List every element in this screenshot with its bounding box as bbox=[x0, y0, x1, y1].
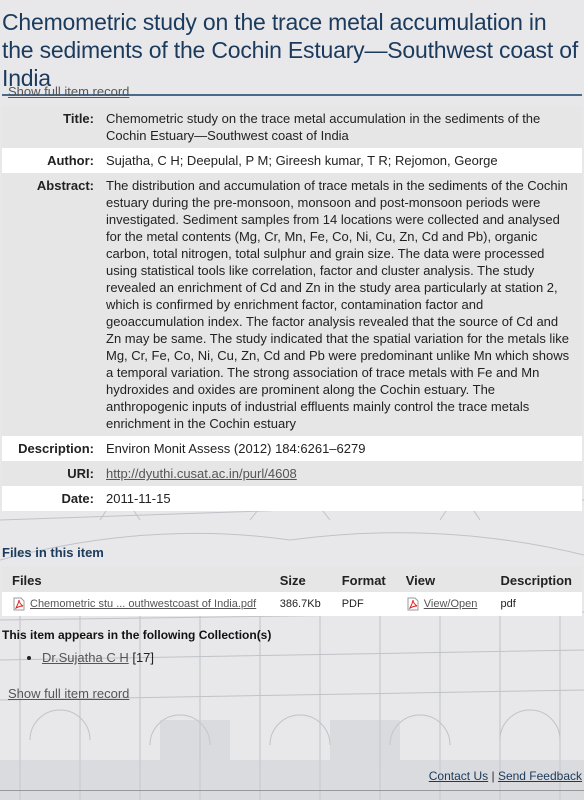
file-name-cell bbox=[2, 592, 270, 616]
show-full-record-link-top[interactable]: Show full item record bbox=[8, 84, 130, 99]
contact-us-link[interactable]: Contact Us bbox=[428, 769, 489, 783]
description-col-header: Description bbox=[490, 566, 582, 592]
file-row bbox=[2, 592, 582, 616]
files-heading: Files in this item bbox=[2, 545, 104, 560]
metadata-label: Title: bbox=[63, 111, 94, 126]
show-full-record-link-bottom[interactable]: Show full item record bbox=[8, 686, 130, 701]
footer bbox=[429, 769, 582, 783]
send-feedback-link[interactable]: Send Feedback bbox=[497, 769, 582, 783]
view-col-header: View bbox=[396, 566, 491, 592]
files-table bbox=[2, 566, 582, 616]
view-open-link[interactable]: View/Open bbox=[423, 597, 478, 610]
uri-link[interactable]: http://dyuthi.cusat.ac.in/purl/4608 bbox=[106, 466, 297, 481]
pdf-file-icon bbox=[12, 597, 26, 611]
files-col-header: Files bbox=[2, 566, 270, 592]
metadata-row-abstract bbox=[2, 173, 582, 436]
file-description-cell: pdf bbox=[490, 592, 582, 616]
format-col-header: Format bbox=[332, 566, 396, 592]
metadata-row-description bbox=[2, 436, 582, 461]
metadata-value: Chemometric study on the trace metal accumulation in the sediments of the Cochin Estuary—Southwest coast of India bbox=[106, 111, 541, 143]
metadata-row-uri bbox=[2, 461, 582, 486]
pdf-file-icon bbox=[406, 597, 420, 611]
collection-count: [17] bbox=[132, 650, 155, 665]
metadata-label: Abstract: bbox=[36, 178, 94, 193]
metadata-label: Date: bbox=[61, 491, 94, 506]
metadata-label: URI: bbox=[67, 466, 94, 481]
metadata-row-author bbox=[2, 148, 582, 173]
collections-heading: This item appears in the following Collection(s) bbox=[2, 628, 272, 642]
footer-divider bbox=[0, 790, 584, 791]
files-header-row bbox=[2, 566, 582, 592]
item-metadata-table bbox=[2, 106, 582, 511]
metadata-value: Environ Monit Assess (2012) 184:6261–6279 bbox=[106, 441, 366, 456]
metadata-row-date bbox=[2, 486, 582, 511]
file-view-cell bbox=[396, 592, 491, 616]
metadata-label: Author: bbox=[47, 153, 94, 168]
list-item bbox=[42, 650, 154, 665]
metadata-row-title bbox=[2, 106, 582, 148]
collections-list bbox=[24, 650, 154, 665]
file-size-cell: 386.7Kb bbox=[270, 592, 332, 616]
metadata-value: The distribution and accumulation of trace metals in the sediments of the Cochin estuary during the pre-monsoon, monsoon and post-monsoon periods were investigated. Sediment samples from 14 locations were collected and analysed for the metal contents (Mg, Cr, Mn, Fe, Co, Ni, Cu, Zn, Cd and Pb), organic carbon, total nitrogen, total sulphur and grain size. The data were processed using statistical tools like correlation, factor and cluster analysis. The study revealed an enrichment of Cd and Zn in the study area particularly at station 2, which is confirmed by enrichment factor, contamination factor and geoaccumulation index. The factor analysis revealed that the source of Cd and Zn may be same. The study indicated that the spatial variation for the metals like Mg, Cr, Fe, Co, Ni, Cu, Zn, Cd and Pb were predominant unlike Mn which shows a temporal variation. The strong association of trace metals with Fe and Mn hydroxides and oxides are prominent along the Cochin estuary. The anthropogenic inputs of industrial effluents mainly control the trace metals enrichment in the Cochin estuary bbox=[106, 178, 570, 431]
file-name-link[interactable]: Chemometric stu ... outhwestcoast of India.pdf bbox=[30, 597, 257, 610]
footer-separator: | bbox=[491, 769, 495, 783]
metadata-label: Description: bbox=[18, 441, 94, 456]
metadata-value: Sujatha, C H; Deepulal, P M; Gireesh kumar, T R; Rejomon, George bbox=[106, 153, 498, 168]
collection-link[interactable]: Dr.Sujatha C H bbox=[42, 650, 129, 665]
page-title: Chemometric study on the trace metal accumulation in the sediments of the Cochin Estuary—Southwest coast of India bbox=[2, 9, 579, 91]
file-format-cell: PDF bbox=[332, 592, 396, 616]
metadata-value bbox=[100, 461, 582, 486]
metadata-value: 2011-11-15 bbox=[106, 491, 171, 506]
size-col-header: Size bbox=[270, 566, 332, 592]
